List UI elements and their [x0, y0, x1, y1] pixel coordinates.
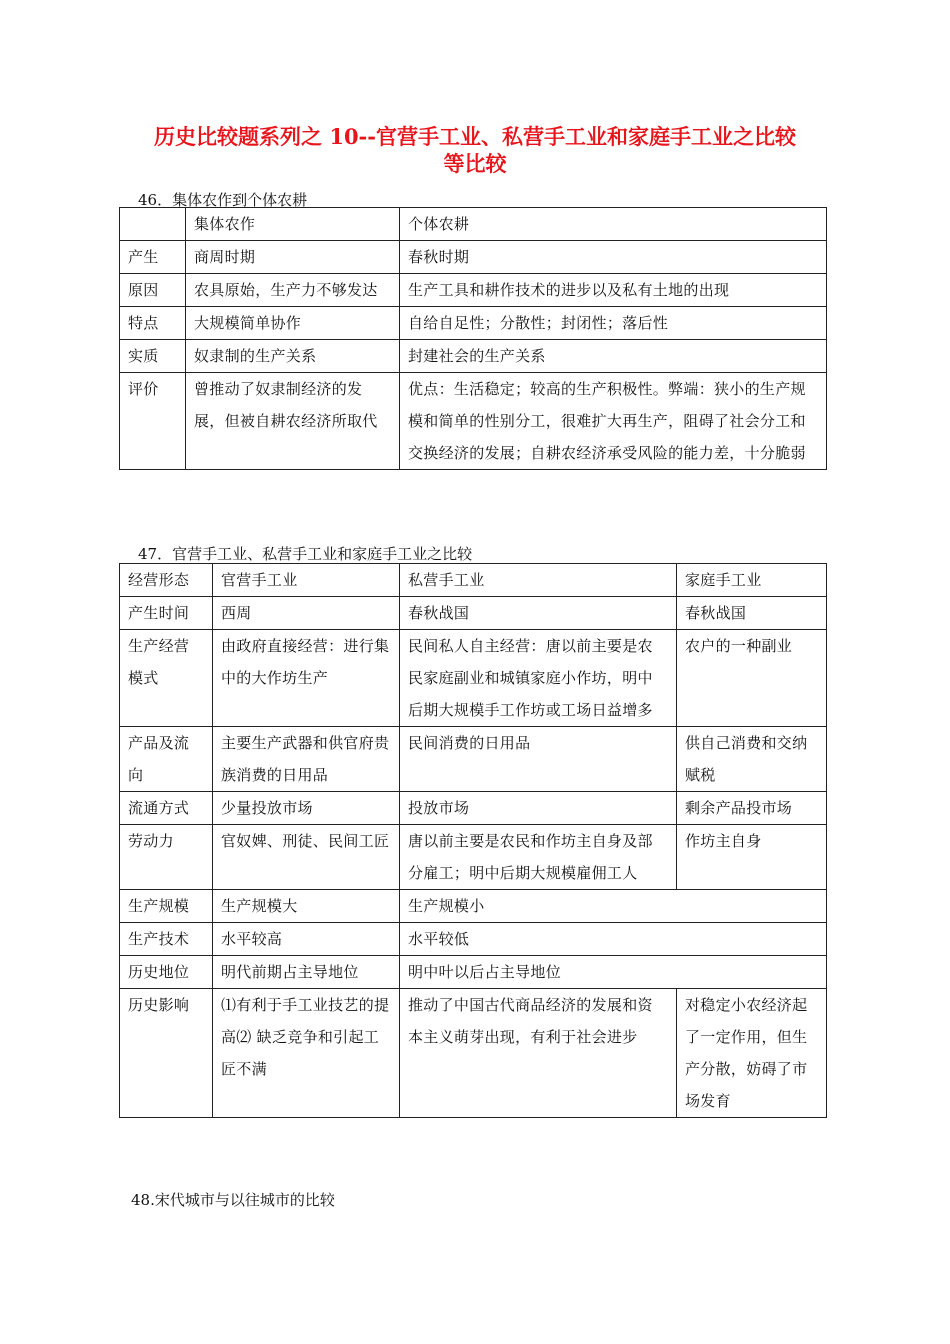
table-cell: 由政府直接经营：进行集中的大作坊生产: [213, 630, 400, 727]
table-cell: 作坊主自身: [677, 825, 827, 890]
table-cell: 剩余产品投市场: [677, 792, 827, 825]
row-label: 评价: [120, 373, 186, 470]
table-row: [120, 307, 827, 340]
table-46-header-cell: 集体农作: [186, 208, 400, 241]
table-cell: 民间私人自主经营：唐以前主要是农民家庭副业和城镇家庭小作坊，明中后期大规模手工作坊或工场日益增多: [400, 630, 677, 727]
row-label: 实质: [120, 340, 186, 373]
table-cell: 推动了中国古代商品经济的发展和资本主义萌芽出现，有利于社会进步: [400, 989, 677, 1118]
section-47-heading: 47．官营手工业、私营手工业和家庭手工业之比较: [138, 545, 473, 563]
table-row: [120, 792, 827, 825]
table-cell: ⑴有利于手工业技艺的提高⑵ 缺乏竞争和引起工匠不满: [213, 989, 400, 1118]
row-label: 生产技术: [120, 923, 213, 956]
table-row: [120, 890, 827, 923]
table-cell: 奴隶制的生产关系: [186, 340, 400, 373]
row-label: 历史影响: [120, 989, 213, 1118]
row-label: 历史地位: [120, 956, 213, 989]
table-cell-merged: 明中叶以后占主导地位: [400, 956, 827, 989]
table-row: [120, 274, 827, 307]
table-47-header-row: [120, 564, 827, 597]
table-cell: 生产规模大: [213, 890, 400, 923]
row-label: 产品及流向: [120, 727, 213, 792]
row-label: 生产规模: [120, 890, 213, 923]
table-47-header-cell: 私营手工业: [400, 564, 677, 597]
table-cell: 唐以前主要是农民和作坊主自身及部分雇工；明中后期大规模雇佣工人: [400, 825, 677, 890]
table-row: [120, 373, 827, 470]
table-cell: 供自己消费和交纳赋税: [677, 727, 827, 792]
table-47-header-cell: 经营形态: [120, 564, 213, 597]
table-cell: 水平较高: [213, 923, 400, 956]
row-label: 原因: [120, 274, 186, 307]
table-cell: 封建社会的生产关系: [400, 340, 827, 373]
row-label: 劳动力: [120, 825, 213, 890]
table-cell: 自给自足性；分散性；封闭性；落后性: [400, 307, 827, 340]
table-cell: 农户的一种副业: [677, 630, 827, 727]
row-label: 生产经营模式: [120, 630, 213, 727]
table-row: [120, 597, 827, 630]
table-cell: 曾推动了奴隶制经济的发展，但被自耕农经济所取代: [186, 373, 400, 470]
table-row: [120, 630, 827, 727]
table-46-header-cell: [120, 208, 186, 241]
table-47: [119, 563, 827, 1118]
table-cell: 优点：生活稳定；较高的生产积极性。弊端：狭小的生产规模和简单的性别分工，很难扩大再生产，阻碍了社会分工和交换经济的发展；自耕农经济承受风险的能力差，十分脆弱: [400, 373, 827, 470]
table-cell: 春秋战国: [677, 597, 827, 630]
table-47-header-cell: 家庭手工业: [677, 564, 827, 597]
table-cell-merged: 生产规模小: [400, 890, 827, 923]
row-label: 流通方式: [120, 792, 213, 825]
document-title-line-2: 等比较: [443, 151, 507, 176]
row-label: 产生时间: [120, 597, 213, 630]
table-46-header-row: [120, 208, 827, 241]
section-46-heading: 46．集体农作到个体农耕: [138, 191, 308, 209]
section-48-heading: 48.宋代城市与以往城市的比较: [131, 1191, 335, 1209]
table-row: [120, 956, 827, 989]
table-47-header-cell: 官营手工业: [213, 564, 400, 597]
table-cell: 主要生产武器和供官府贵族消费的日用品: [213, 727, 400, 792]
table-row: [120, 340, 827, 373]
table-row: [120, 241, 827, 274]
table-cell: 春秋战国: [400, 597, 677, 630]
table-cell: 少量投放市场: [213, 792, 400, 825]
table-cell: 生产工具和耕作技术的进步以及私有土地的出现: [400, 274, 827, 307]
table-cell: 商周时期: [186, 241, 400, 274]
table-cell: 投放市场: [400, 792, 677, 825]
document-title-line-1: 历史比较题系列之 10--官营手工业、私营手工业和家庭手工业之比较: [154, 124, 796, 149]
table-cell-merged: 水平较低: [400, 923, 827, 956]
table-row: [120, 727, 827, 792]
table-46: [119, 207, 827, 470]
table-cell: 农具原始，生产力不够发达: [186, 274, 400, 307]
table-cell: 明代前期占主导地位: [213, 956, 400, 989]
table-cell: 大规模简单协作: [186, 307, 400, 340]
table-cell: 对稳定小农经济起了一定作用，但生产分散，妨碍了市场发育: [677, 989, 827, 1118]
table-46-header-cell: 个体农耕: [400, 208, 827, 241]
table-cell: 民间消费的日用品: [400, 727, 677, 792]
table-cell: 春秋时期: [400, 241, 827, 274]
table-row: [120, 825, 827, 890]
table-row: [120, 923, 827, 956]
row-label: 特点: [120, 307, 186, 340]
table-cell: 西周: [213, 597, 400, 630]
table-row: [120, 989, 827, 1118]
row-label: 产生: [120, 241, 186, 274]
table-cell: 官奴婢、刑徒、民间工匠: [213, 825, 400, 890]
